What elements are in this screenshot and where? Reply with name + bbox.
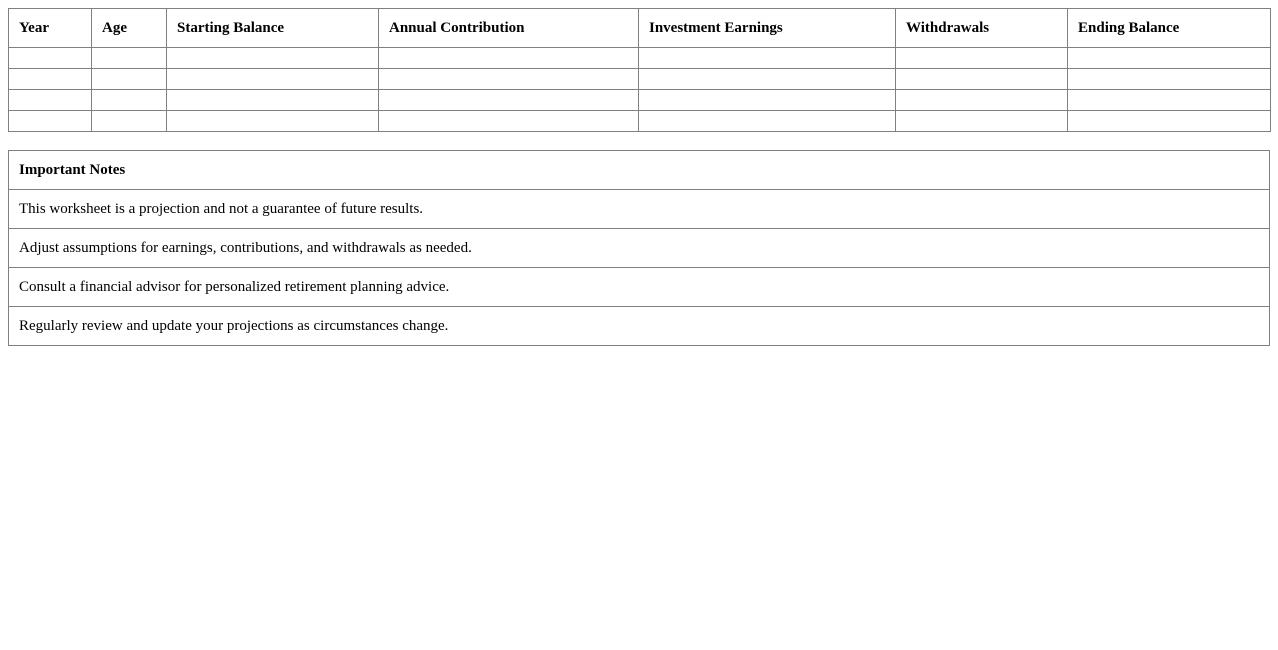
- header-starting-balance: Starting Balance: [167, 9, 379, 48]
- table-cell: [379, 90, 639, 111]
- table-cell: [1068, 111, 1271, 132]
- note-item: Consult a financial advisor for personalized retirement planning advice.: [9, 268, 1270, 307]
- table-cell: [639, 90, 896, 111]
- table-cell: [896, 69, 1068, 90]
- header-age: Age: [92, 9, 167, 48]
- note-item: Regularly review and update your projections as circumstances change.: [9, 307, 1270, 346]
- table-cell: [167, 90, 379, 111]
- table-cell: [9, 69, 92, 90]
- table-cell: [896, 111, 1068, 132]
- table-cell: [92, 69, 167, 90]
- table-cell: [1068, 48, 1271, 69]
- table-cell: [9, 111, 92, 132]
- header-ending-balance: Ending Balance: [1068, 9, 1271, 48]
- header-withdrawals: Withdrawals: [896, 9, 1068, 48]
- header-year: Year: [9, 9, 92, 48]
- notes-title: Important Notes: [9, 151, 1270, 190]
- table-cell: [896, 90, 1068, 111]
- header-investment-earnings: Investment Earnings: [639, 9, 896, 48]
- notes-row: [9, 268, 1270, 307]
- table-row: [9, 69, 1271, 90]
- table-cell: [896, 48, 1068, 69]
- table-header-row: [9, 9, 1271, 48]
- table-cell: [92, 90, 167, 111]
- note-item: This worksheet is a projection and not a guarantee of future results.: [9, 190, 1270, 229]
- table-row: [9, 48, 1271, 69]
- table-cell: [379, 111, 639, 132]
- table-row: [9, 111, 1271, 132]
- notes-row: [9, 307, 1270, 346]
- table-cell: [92, 48, 167, 69]
- note-item: Adjust assumptions for earnings, contributions, and withdrawals as needed.: [9, 229, 1270, 268]
- table-cell: [1068, 69, 1271, 90]
- table-cell: [379, 69, 639, 90]
- notes-table: [8, 150, 1270, 346]
- table-cell: [167, 69, 379, 90]
- projection-table: [8, 8, 1271, 132]
- table-cell: [167, 48, 379, 69]
- table-cell: [639, 69, 896, 90]
- table-cell: [9, 90, 92, 111]
- table-cell: [167, 111, 379, 132]
- table-cell: [639, 48, 896, 69]
- table-cell: [9, 48, 92, 69]
- table-cell: [379, 48, 639, 69]
- table-row: [9, 90, 1271, 111]
- table-cell: [639, 111, 896, 132]
- notes-header-row: [9, 151, 1270, 190]
- table-cell: [92, 111, 167, 132]
- notes-row: [9, 229, 1270, 268]
- table-cell: [1068, 90, 1271, 111]
- header-annual-contribution: Annual Contribution: [379, 9, 639, 48]
- notes-row: [9, 190, 1270, 229]
